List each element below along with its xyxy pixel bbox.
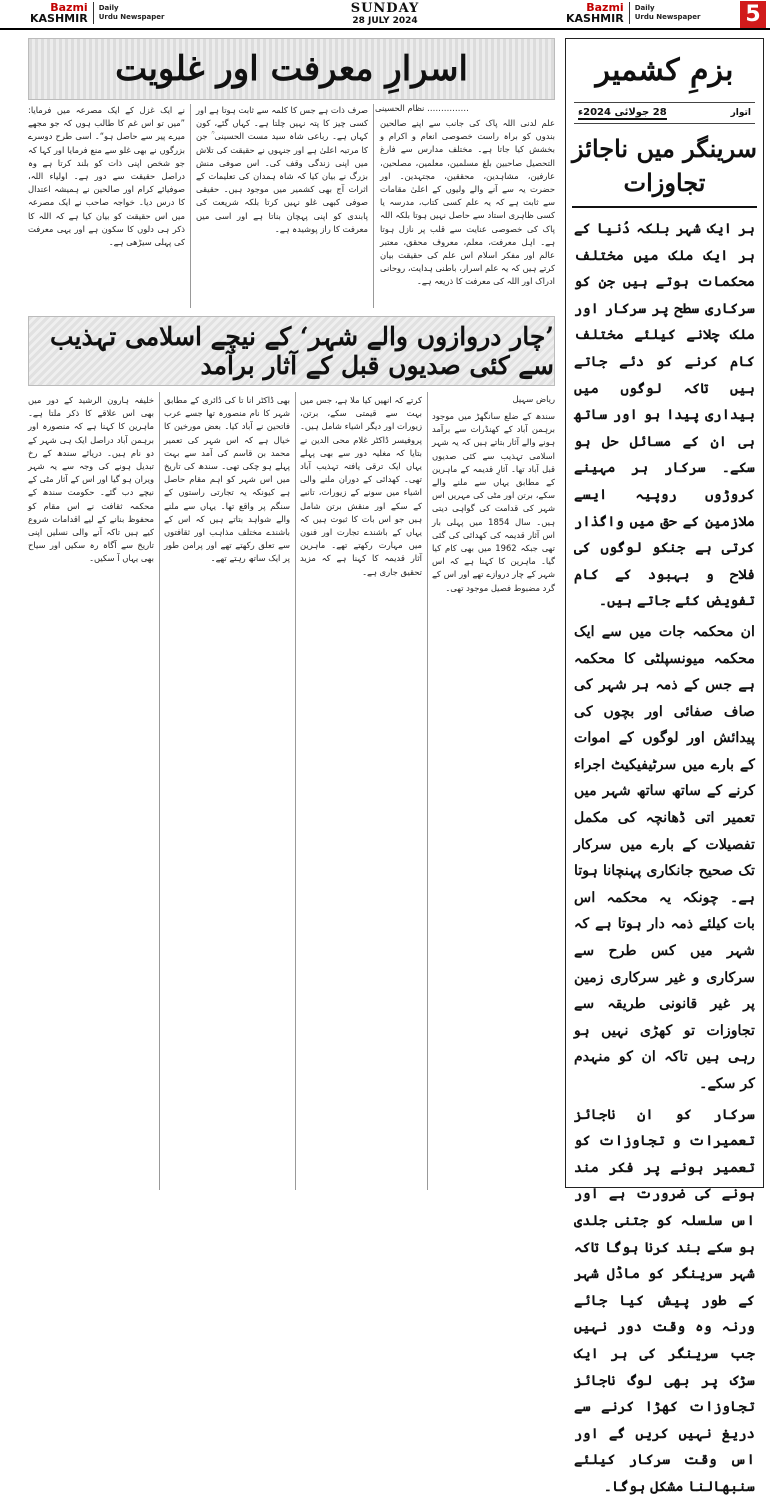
brand-line2: KASHMIR [30, 12, 88, 25]
brand-subtitle-right [635, 4, 701, 22]
column-rule [295, 392, 296, 1190]
main-headline-text: اسرارِ معرفت اور غلویت [115, 49, 468, 89]
brand-name-right [566, 2, 624, 24]
column-rule [373, 104, 374, 308]
editorial-brand: بزمِ کشمیر [595, 53, 734, 88]
brand-subtitle [99, 4, 165, 22]
masthead-right [566, 2, 700, 24]
article2-col3: بھی ڈاکٹر انا تا کی ڈائری کے مطابق شہر کا نام منصورہ تھا جسے عرب فاتحین نے آباد کیا۔ بعض مورخین کا خیال ہے کہ اس شہر کی تعمیر محمد بن قاسم کی آمد سے بہت پہلے ہو چکی تھی۔ سندھ کی تاریخ میں اس شہر کو اہم مقام حاصل ہے کیونکہ یہ تجارتی راستوں کے سنگم پر واقع تھا۔ یہاں سے ملنے والے شواہد بتاتے ہیں کہ اس کے باشندے مختلف مذاہب اور ثقافتوں سے تعلق رکھتے تھے اور پرامن طور پر ایک ساتھ رہتے تھے۔ [164, 395, 290, 564]
editorial-body [574, 216, 755, 1501]
editorial-paragraph: سرکار کو ان ناجائز تعمیرات و تجاوزات کو تعمیر ہونے پر فکر مند ہونے کی ضرورت ہے اور اس سلسلہ کو جتنی جلدی ہو سکے بند کرنا ہوگا تاکہ شہر سرینگر کو ماڈل شہر کے طور پیش کیا جائے ورنہ وہ وقت دور نہیں جب سرینگر کی ہر ایک سڑک پر بھی لوگ ناجائز تجاوزات کھڑا کرنے سے دریغ نہیں کریں گے اور اس وقت سرکار کیلئے سنبھالنا مشکل ہوگا۔ [574, 1106, 755, 1495]
article2-col2: کرتے کہ انھیں کیا ملا ہے، جس میں بہت سے قیمتی سکے، برتن، زیورات اور دیگر اشیاء شامل ہیں۔ پروفیسر ڈاکٹر غلام محی الدین نے بتایا کہ مغلیہ دور سے بھی پہلے یہاں ایک ترقی یافتہ تہذیب آباد تھی۔ کھدائی کے دوران ملنے والی اشیاء میں سونے کے زیورات، تانبے کے سکے اور منقش برتن شامل ہیں جو اس بات کا ثبوت ہیں کہ یہاں کے باشندے تجارت اور فنون میں مہارت رکھتے تھے۔ ماہرین آثار قدیمہ کا کہنا ہے کہ مزید تحقیق جاری ہے۔ [300, 395, 422, 577]
subtitle-line1-right: Daily [634, 4, 655, 12]
second-headline [28, 316, 555, 386]
issue-date-text: 28 JULY 2024 [352, 16, 418, 26]
editorial-datebar [574, 102, 755, 124]
column-rule [427, 392, 428, 1190]
masthead-strip [0, 0, 770, 30]
column-rule [190, 104, 191, 308]
masthead-divider-right [629, 2, 630, 24]
editorial-column [565, 38, 764, 1495]
page-number: 5 [740, 1, 766, 28]
masthead-left [30, 2, 164, 24]
article2-col4: خلیفہ ہارون الرشید کے دور میں بھی اس علاقے کا ذکر ملتا ہے۔ ماہرین کا کہنا ہے کہ منصورہ اور برہمن آباد دراصل ایک ہی شہر کے دو نام ہیں۔ دریائے سندھ کے رخ تبدیل ہونے کی وجہ سے یہ شہر ویران ہو گیا اور اس کے آثار مٹی کے نیچے دب گئے۔ حکومت سندھ کے محکمہ ثقافت نے اس مقام کو محفوظ بنانے کے لیے اقدامات شروع کیے ہیں تاکہ آنے والی نسلیں اپنی تاریخ سے آگاہ رہ سکیں اور سیاح بھی یہاں آ سکیں۔ [28, 395, 154, 564]
article2-col1: سندھ کے ضلع سانگھڑ میں موجود برہمن آباد کے کھنڈرات سے برآمد ہونے والے آثار بتاتے ہیں کہ یہ شہر اسلامی تہذیب سے کئی صدیوں قبل آباد تھا۔ آثارِ قدیمہ کے ماہرین کے مطابق یہاں سے ملنے والے سکے، برتن اور مٹی کی مہریں اس شہر کی قدامت کی گواہی دیتی ہیں۔ سال 1854 میں پہلی بار اس آثار قدیمہ کی کھدائی کی گئی تھی جبکہ 1962 میں بھی کام کیا گیا۔ ماہرین کا کہنا ہے کہ اس شہر کے چار دروازے تھے اور اس کے گرد مضبوط فصیل موجود تھی۔ [432, 411, 556, 593]
issue-day: SUNDAY [350, 1, 420, 16]
article2-byline: ریاض سہیل [512, 394, 555, 404]
brand-line1-right: Bazmi [586, 1, 624, 14]
brand-line1: Bazmi [50, 1, 88, 14]
main-headline [28, 38, 555, 100]
second-headline-text: ’چار دروازوں والے شہر‘ کے نیچے اسلامی تہذیب سے کئی صدیوں قبل کے آثار برآمد [50, 322, 554, 380]
brand-name [30, 2, 88, 24]
editorial-paragraph: ان محکمہ جات میں سے ایک محکمہ میونسپلٹی کا محکمہ ہے جس کے ذمہ ہر شہر کی صاف صفائی اور بچوں کی پیدائش اور لوگوں کے اموات کے بارے میں سرٹیفیکیٹ اجراء کرنے کے ساتھ ساتھ شہر میں تعمیر اتی ڈھانچہ کی مکمل تفصیلات کے بارے میں سرکار تک صحیح جانکاری پہنچانا ہوتا ہے۔ چونکہ یہ محکمہ اس بات کیلئے ذمہ دار ہوتا ہے کہ شہر میں کس طرح سے سرکاری و غیر سرکاری زمین پر غیر قانونی طریقہ سے تجاوزات تو کھڑی نہیں ہو رہی ہیں تاکہ ان کو منہدم کر سکے۔ [574, 623, 755, 1092]
editorial-date: 28 جولائی 2024ء [578, 106, 667, 118]
subtitle-line2: Urdu Newspaper [98, 13, 165, 21]
editorial-weekday: اتوار [730, 108, 751, 118]
article1-col2: صرف ذات ہے جس کا کلمہ سے ثابت ہوتا ہے اور کسی چیز کا پتہ نہیں چلتا ہے۔ کہاں گئے، کون کہاں ہے۔ رباعی شاہ سید مست الحسینی ؒ جن کا مرتبہ اعلیٰ ہے اور جنہوں نے حقیقت کی تلاش میں اپنی زندگی وقف کی۔ اس صوفی منش بزرگ نے بیان کیا کہ شاہ ہمدان کی تعلیمات کے اثرات آج بھی کشمیر میں موجود ہیں۔ حقیقی صوفی کبھی غلو نہیں کرتا بلکہ شریعت کی پابندی کو اپنی پہچان بناتا ہے اور اسی میں معرفت کا راز پوشیدہ ہے۔ [196, 105, 368, 234]
article1-col1: علم لدنی اللہ پاک کی جانب سے اپنے صالحین بندوں کو براہ راست خصوصی انعام و اکرام و بخشش کیا جاتا ہے۔ مختلف مدارس سے فارغ التحصیل صاحبین بلغ مسلمین، معلمین، مصلحین، عارفین، مشاہدین، محققین، مجتہدین۔ اور حضرت یہ سے آنے والے ولیوں کے اعلیٰ مقامات سے ثابت ہے کہ یہ علم کسی کتاب، مدرسہ یا کسی ظاہری استاد سے حاصل نہیں ہوتا بلکہ اللہ پاک کی خصوصی عنایت سے قلب پر نازل ہوتا ہے۔ اہل معرفت، معلم، معروف محقق، معتبر عالم اور مفکر اسلام اس علم کی حقیقت بیان کرتے ہیں کہ یہ علم اسرار، باطنی ہدایت، روحانی ادراک اور اللہ کی معرفت کا ذریعہ ہے۔ [380, 118, 555, 287]
article1-byline: …………… نظام الحسینی [375, 103, 469, 113]
subtitle-line1: Daily [98, 4, 119, 12]
editorial-paragraph: ہر ایک شہر بلکہ دُنیا کے ہر ایک ملک میں مختلف محکمات ہوتے ہیں جن کو سرکاری سطح پر سرکار اور ملک چلانے کیلئے مختلف کام کرنے کو دئے جاتے ہیں تاکہ لوگوں میں بیداری پیدا ہو اور ساتھ ہی ان کے مسائل حل ہو سکے۔ سرکار ہر مہینے کروڑوں روپیہ ایسے ملازمین کے حق میں واگذار کرتی ہے جنکو لوگوں کی فلاح و بہبود کے کام تفویض کئے جاتے ہیں۔ [574, 221, 755, 610]
article1-col3: نے ایک غزل کے ایک مصرعہ میں فرمایا: ”میں تو اس غم کا طالب ہوں کہ جو مجھے میرے پیر سے حاصل ہو“۔ اسی طرح دوسرے بزرگوں نے بھی غلو سے منع فرمایا اور کہا کہ جو شخص اپنی ذات کو بلند کرتا ہے وہ دراصل حقیقت سے دور ہے۔ اولیاء اللہ، صوفیائے کرام اور صالحین نے ہمیشہ اعتدال کا درس دیا۔ خواجہ صاحب نے ایک مصرعہ میں اس حقیقت کو بیان کیا ہے کہ اللہ کا ذکر ہی دلوں کا سکون ہے اور یہی معرفت کی پہلی سیڑھی ہے۔ [28, 105, 185, 248]
masthead-divider [93, 2, 94, 24]
column-rule [159, 392, 160, 1190]
editorial-title: سرینگر میں ناجائز تجاوزات [572, 132, 757, 208]
subtitle-line2-right: Urdu Newspaper [634, 13, 701, 21]
brand-line2-right: KASHMIR [566, 12, 624, 25]
